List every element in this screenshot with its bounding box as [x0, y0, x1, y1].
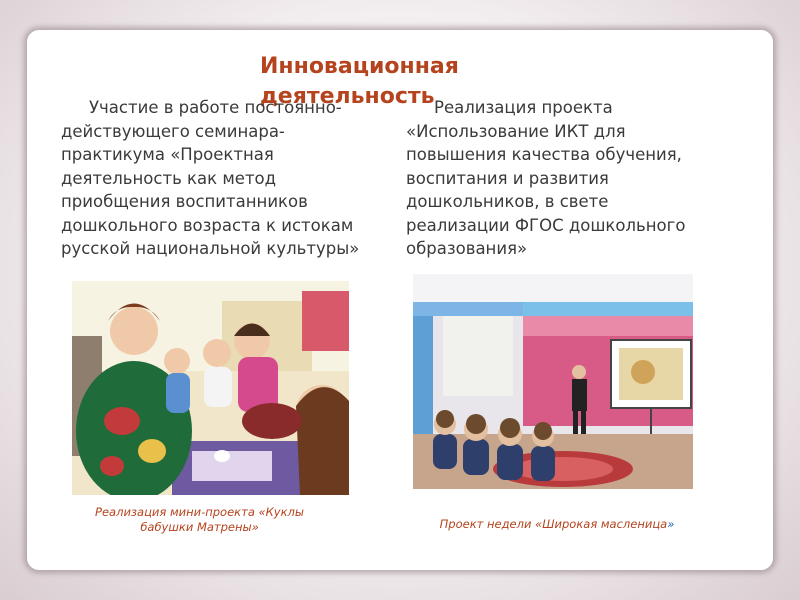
slide-frame: [27, 30, 773, 570]
caption-closing-quote: »: [667, 517, 675, 531]
photo-doll-workshop-image: [72, 281, 349, 495]
right-text-block: [406, 96, 716, 261]
caption-maslenitsa-text: Проект недели «Широкая масленица: [439, 517, 668, 531]
photo-presentation: [413, 274, 693, 489]
slide-title: Инновационная деятельность: [260, 54, 459, 109]
left-text-block: [61, 96, 381, 261]
photo-presentation-image: [413, 274, 693, 489]
caption-maslenitsa-project: [407, 517, 707, 532]
photo-doll-workshop: [72, 281, 349, 495]
right-text: Реализация проекта «Использование ИКТ для повышения качества обучения, воспитания и развития дошкольников, в свете реализации ФГОС дошкольного образования»: [406, 98, 686, 258]
caption-doll-project: Реализация мини-проекта «Куклы бабушки Матрены»: [95, 505, 304, 534]
left-text: Участие в работе постоянно- действующего семинара-практикума «Проектная деятельность как метод приобщения воспитанников дошкольного возраста к истокам русской национальной культуры»: [61, 98, 360, 258]
